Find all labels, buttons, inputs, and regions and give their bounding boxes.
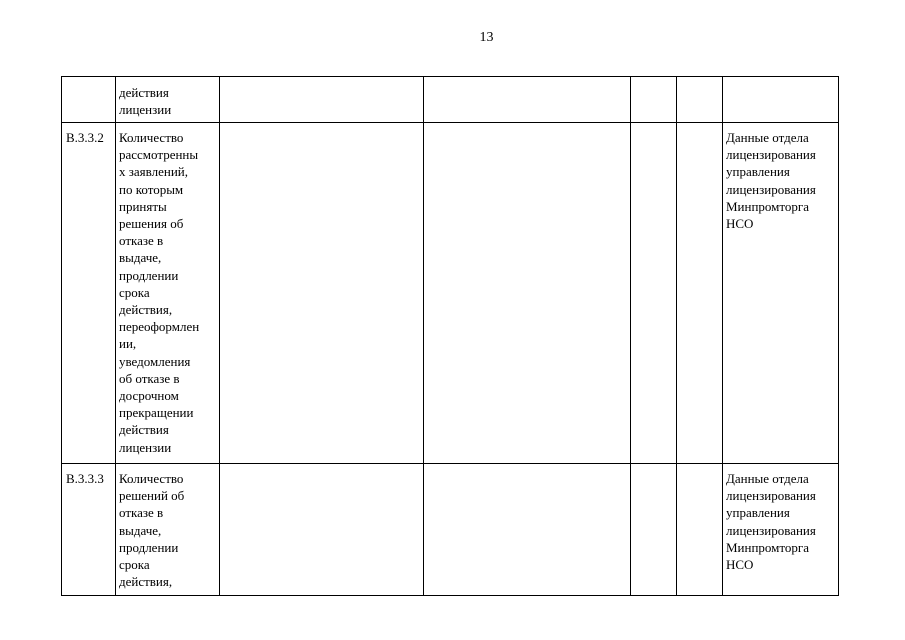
code-cell	[62, 77, 116, 123]
indicators-table	[61, 76, 839, 596]
empty-cell	[220, 464, 424, 596]
empty-cell	[220, 77, 424, 123]
empty-cell	[631, 464, 677, 596]
empty-cell	[631, 77, 677, 123]
empty-cell	[677, 464, 723, 596]
empty-cell	[631, 123, 677, 464]
code-cell: В.3.3.2	[62, 123, 116, 464]
empty-cell	[677, 77, 723, 123]
indicator-cell: действия лицензии	[116, 77, 220, 123]
empty-cell	[424, 464, 631, 596]
source-cell: Данные отдела лицензирования управления лицензирования Минпромторга НСО	[723, 123, 839, 464]
page-number: 13	[479, 30, 494, 45]
table-row	[62, 77, 839, 123]
table-row	[62, 464, 839, 596]
indicator-cell: Количество рассмотренны х заявлений, по которым приняты решения об отказе в выдаче, продлении срока действия, переоформлен ии, уведомления об отказе в досрочном прекращении действия лицензии	[116, 123, 220, 464]
indicator-cell: Количество решений об отказе в выдаче, продлении срока действия,	[116, 464, 220, 596]
empty-cell	[677, 123, 723, 464]
table-row	[62, 123, 839, 464]
empty-cell	[424, 123, 631, 464]
empty-cell	[424, 77, 631, 123]
source-cell	[723, 77, 839, 123]
empty-cell	[220, 123, 424, 464]
code-cell: В.3.3.3	[62, 464, 116, 596]
source-cell: Данные отдела лицензирования управления лицензирования Минпромторга НСО	[723, 464, 839, 596]
